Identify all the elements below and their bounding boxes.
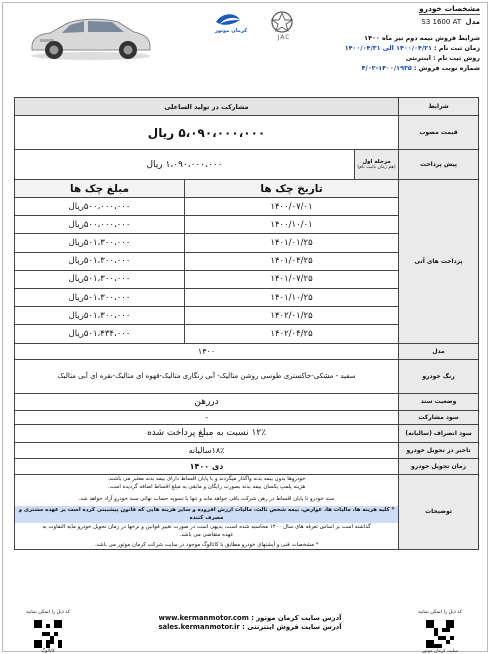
- reg-time-line: [320, 43, 480, 53]
- profit-value: -: [15, 410, 399, 424]
- circular-line: [320, 63, 480, 73]
- check-amount: ۵۰۱،۳۰۰،۰۰۰ریال: [15, 234, 185, 252]
- check-amount: ۵۰۱،۳۰۰،۰۰۰ریال: [15, 307, 185, 325]
- check-amount: ۵۰۱،۳۰۰،۰۰۰ریال: [15, 288, 185, 306]
- col-amount-header: مبلغ چک ها: [15, 180, 185, 198]
- left-qr-caption: کد ذیل را اسکن نمایید: [25, 610, 71, 615]
- circular-value: ۱۴۰۰/۱۹۳۵-۴/۰۲: [361, 64, 412, 72]
- check-amount: ۵۰۱،۳۰۰،۰۰۰ریال: [15, 270, 185, 288]
- reg-method-value: اینترنتی: [405, 54, 431, 62]
- check-date: ۱۴۰۱/۰۱/۲۵: [185, 234, 399, 252]
- first-stage-value: ۱،۰۹۰،۰۰۰،۰۰۰ ریال: [15, 150, 355, 180]
- note-line: * کلیه هزینه ها، مالیات ها، عوارض، بیمه شخص ثالث، مالیات ارزش افزوده و سایر هزینه هایی که قانون پیشبینی کرده است بر عهده مشتری و مصرف کننده: [15, 506, 398, 522]
- website-qr-code[interactable]: [426, 620, 454, 648]
- notes-block: [15, 474, 399, 550]
- check-amount: ۵۰۰،۰۰۰،۰۰۰ریال: [15, 216, 185, 234]
- delivery-value: دی ۱۴۰۰: [15, 458, 399, 474]
- reg-time-value: ۱۴۰۰/۰۴/۲۱ الی ۱۴۰۰/۰۴/۳۱: [344, 44, 432, 52]
- note-line: گذاشته است بر اساس تعرفه های سال ۱۴۰۰ محاسبه شده است، بدیهی است در صورت تغییر قوانین و نرخها در زمان تحویل خودرو مابه التفاوت به: [42, 523, 371, 530]
- conditions-label: شرایط: [399, 98, 479, 116]
- delivery-label: زمان تحویل خودرو: [399, 458, 479, 474]
- check-date: ۱۴۰۲/۰۱/۲۵: [185, 307, 399, 325]
- doc-label: وضعیت سند: [399, 393, 479, 410]
- commission-label: سود انصراف (سالیانه): [399, 424, 479, 442]
- model-line: [320, 17, 480, 27]
- site-url-link[interactable]: www.kermanmotor.com: [158, 614, 249, 622]
- right-qr-caption: کد ذیل را اسکن نمایید: [417, 610, 463, 615]
- notes-label: توضیحات: [399, 474, 479, 550]
- sales-label: آدرس سایت فروش اینترنتی :: [242, 623, 342, 631]
- circular-label: شماره نوبت فروش :: [413, 64, 480, 72]
- delay-value: ۱۸٪سالیانه: [15, 442, 399, 458]
- note-line: * مشخصات فنی و آپشنهای خودرو مطابق با کاتالوگ موجود در سایت شرکت کرمان موتور می باشد.: [94, 541, 319, 548]
- conditions-value: مشارکت در تولید الساعلی: [15, 98, 399, 116]
- left-qr-sub: کاتالوگ: [41, 649, 55, 654]
- brand-logos: [210, 8, 298, 42]
- car-image: [26, 6, 156, 64]
- model-label: مدل: [465, 18, 480, 26]
- reg-time-label: زمان ثبت نام :: [434, 44, 480, 52]
- note-line: عهده متقاضی می باشد.: [179, 531, 234, 538]
- header-info: [320, 4, 480, 73]
- brand-text: کرمان موتور: [214, 28, 248, 34]
- site-label: آدرس سایت کرمان موتور :: [251, 614, 342, 622]
- brand-logo-text: JAC: [277, 34, 291, 41]
- right-qr-sub: سایت کرمان موتور: [422, 649, 458, 654]
- check-date: ۱۴۰۱/۱۰/۲۵: [185, 288, 399, 306]
- footer: [0, 610, 490, 654]
- model-year-value: ۱۴۰۰: [15, 343, 399, 359]
- first-stage-sub: (هم زمان باثبت نام): [357, 165, 396, 170]
- check-date: ۱۴۰۱/۰۴/۲۵: [185, 252, 399, 270]
- check-amount: ۵۰۱،۳۰۰،۰۰۰ریال: [15, 252, 185, 270]
- check-date: ۱۴۰۱/۰۷/۲۵: [185, 270, 399, 288]
- check-amount: ۵۰۰،۰۰۰،۰۰۰ریال: [15, 198, 185, 216]
- note-line: سند خودرو تا پایان اقساط در رهن شرکت باقی خواهد ماند و تنها با تسویه حساب نهائی سند خودرو آزاد خواهد شد.: [78, 495, 335, 502]
- reg-method-line: [320, 53, 480, 63]
- header: [0, 0, 490, 96]
- profit-label: سود مشارکت: [399, 410, 479, 424]
- note-line: هزینه پلمپ یکسان بیمه بدنه بصورت رایگان و مابقی به مبلغ اقساط اضافه گردیده است.: [107, 483, 306, 490]
- note-line: خودروها بدون بیمه بدنه واگذار میگردند و با پایان اقساط دارای بیمه بدنه معتبر می باشند.: [107, 475, 306, 482]
- color-label: رنگ خودرو: [399, 359, 479, 393]
- doc-value: دررهن: [15, 393, 399, 410]
- kerman-motor-logo: [216, 14, 240, 25]
- col-date-header: تاریخ چک ها: [185, 180, 399, 198]
- address-block: [150, 614, 350, 632]
- payment-label: پیش پرداخت: [399, 150, 479, 180]
- sale-conditions: شرایط فروش نیمه دوم تیر ماه ۱۴۰۰: [364, 34, 480, 42]
- check-date: ۱۴۰۲/۰۴/۲۵: [185, 325, 399, 343]
- commission-value: ۱۲٪ نسبت به مبلغ پرداخت شده: [15, 424, 399, 442]
- price-label: قیمت مصوب: [399, 116, 479, 150]
- delay-label: تاخیر در تحویل خودرو: [399, 442, 479, 458]
- price-value: ۵،۰۹۰،۰۰۰،۰۰۰ ریال: [15, 116, 399, 150]
- check-amount: ۵۰۱،۴۳۴،۰۰۰ریال: [15, 325, 185, 343]
- future-payments-label: پرداخت های آتی: [399, 180, 479, 344]
- reg-method-label: روش ثبت نام :: [433, 54, 480, 62]
- jac-logo: [272, 12, 292, 32]
- color-value: سفید - مشکی-خاکستری طوسی روشن متالیک- آبی زنگاری متالیک-قهوه ای متالیک-نقره ای آبی متالیک: [15, 359, 399, 393]
- first-stage-title: مرحله اول: [362, 159, 391, 165]
- model-value: S3 1600 AT: [421, 18, 462, 26]
- model-year-label: مدل: [399, 343, 479, 359]
- first-stage-label: [355, 150, 399, 180]
- sales-table: [14, 97, 479, 550]
- check-date: ۱۴۰۰/۱۰/۰۱: [185, 216, 399, 234]
- spec-title: مشخصات خودرو: [419, 4, 480, 13]
- sales-url-link[interactable]: sales.kermanmotor.ir: [158, 623, 240, 631]
- catalog-qr-code[interactable]: [34, 620, 62, 648]
- check-date: ۱۴۰۰/۰۷/۰۱: [185, 198, 399, 216]
